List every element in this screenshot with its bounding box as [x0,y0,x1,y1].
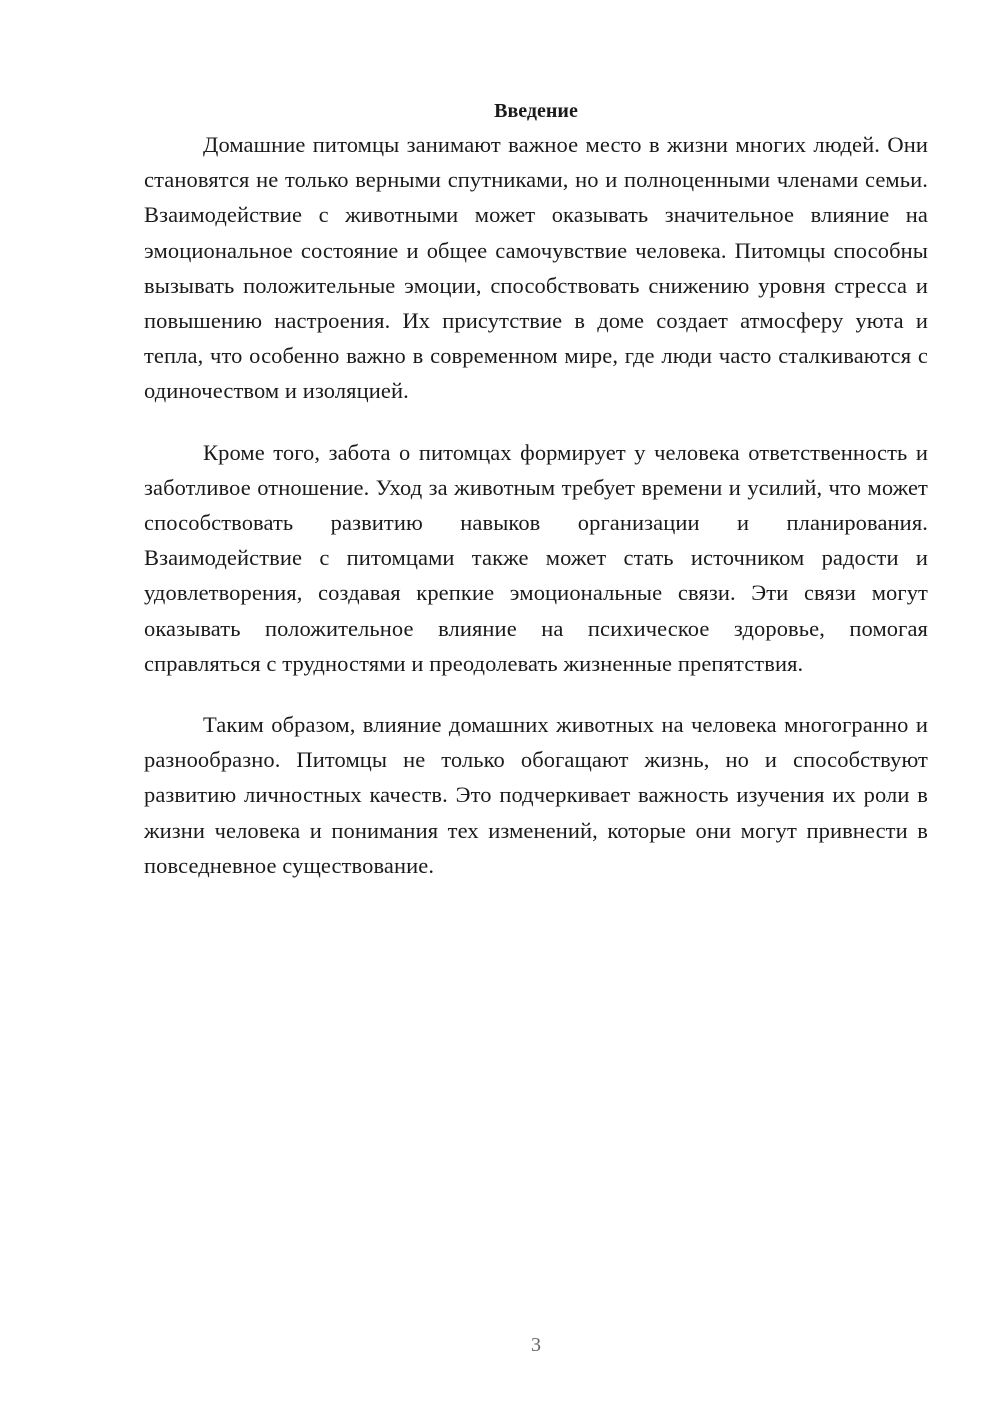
paragraph-3: Таким образом, влияние домашних животных на человека многогранно и разнообразно. Питомцы не только обогащают жизнь, но и способствуют развитию личностных качеств. Это подчеркивает важность изучения их роли в жизни человека и понимания тех изменений, которые они могут привнести в повседневное существование. [144,712,928,878]
paragraph-1: Домашние питомцы занимают важное место в жизни многих людей. Они становятся не только верными спутниками, но и полноценными членами семьи. Взаимодействие с животными может оказывать значительное влияние на эмоциональное состояние и общее самочувствие человека. Питомцы способны вызывать положительные эмоции, способствовать снижению уровня стресса и повышению настроения. Их присутствие в доме создает атмосферу уюта и тепла, что особенно важно в современном мире, где люди часто сталкиваются с одиночеством и изоляцией. [144,132,928,404]
page-number: 3 [531,1334,541,1356]
paragraph-2: Кроме того, забота о питомцах формирует у человека ответственность и заботливое отношение. Уход за животным требует времени и усилий, что может способствовать развитию навыков организации и планирования. Взаимодействие с питомцами также может стать источником радости и удовлетворения, создавая крепкие эмоциональные связи. Эти связи могут оказывать положительное влияние на психическое здоровье, помогая справляться с трудностями и преодолевать жизненные препятствия. [144,439,928,676]
section-heading: Введение [494,100,578,122]
page-content [144,95,928,883]
